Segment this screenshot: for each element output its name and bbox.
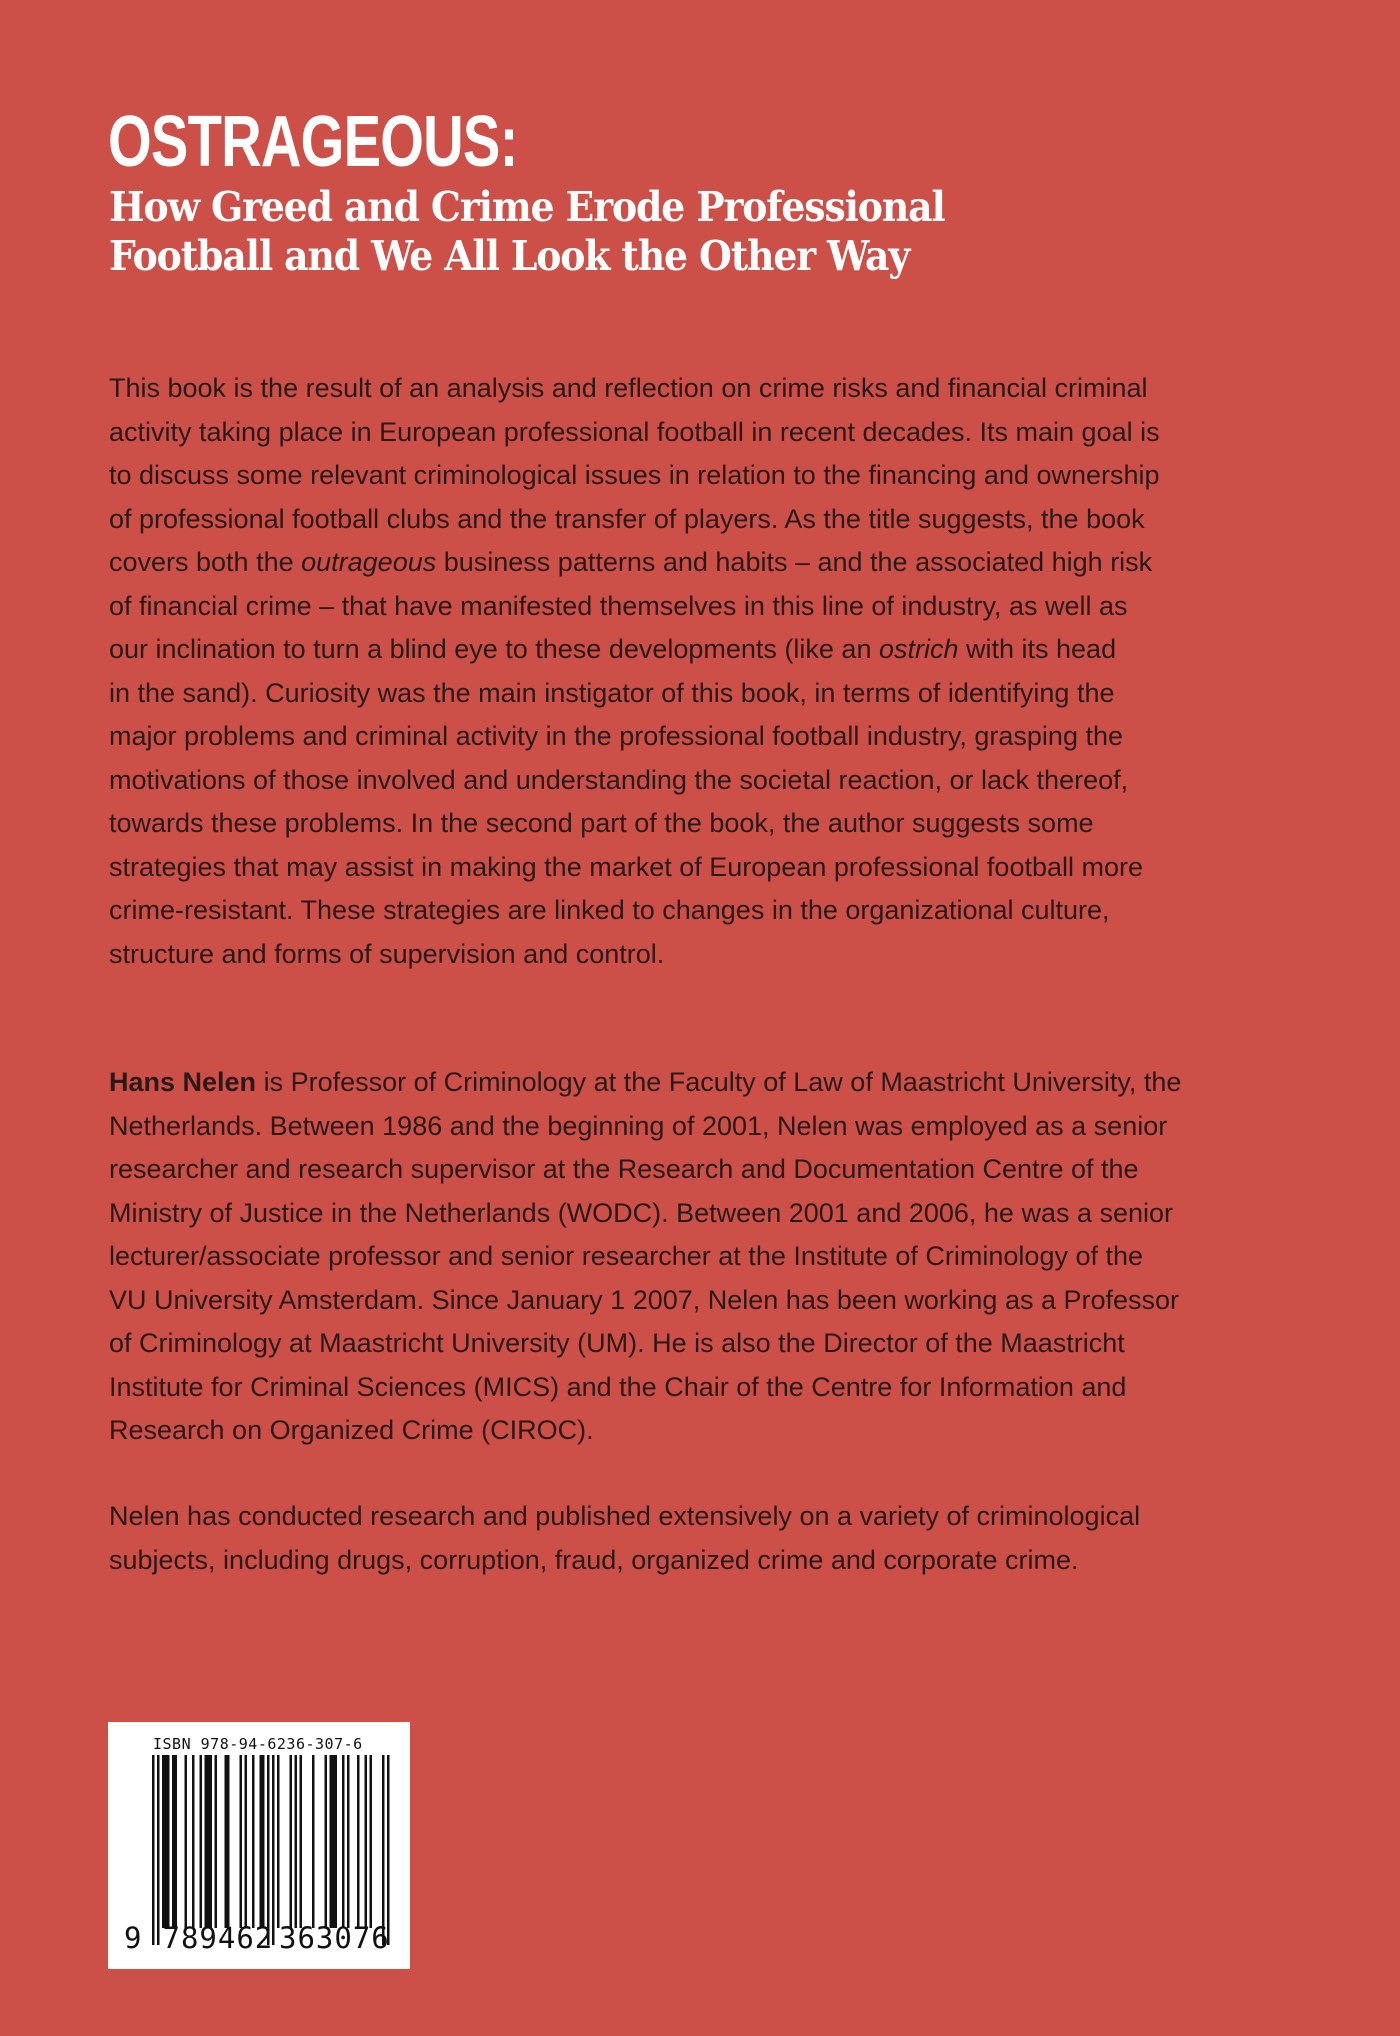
text-line: Hans Nelen is Professor of Criminology at the Faculty of Law of Maastricht University, the [109, 1067, 1182, 1097]
text-line: Netherlands. Between 1986 and the beginning of 2001, Nelen was employed as a senior [109, 1110, 1168, 1141]
text-line: in the sand). Curiosity was the main instigator of this book, in terms of identifying the [109, 677, 1115, 708]
text-line: subjects, including drugs, corruption, fraud, organized crime and corporate crime. [109, 1544, 1079, 1575]
text-line: crime-resistant. These strategies are linked to changes in the organizational culture, [109, 895, 1110, 925]
subtitle-line: Football and We All Look the Other Way [109, 232, 910, 280]
author-bio-paragraph [109, 1061, 1349, 1453]
isbn-barcode [108, 1722, 410, 1969]
text-line: covers both the outrageous business patterns and habits – and the associated high risk [109, 547, 1153, 577]
text-line: lecturer/associate professor and senior researcher at the Institute of Criminology of the [109, 1241, 1144, 1271]
svg-text:789462: 789462 [162, 1921, 274, 1955]
text-line: VU University Amsterdam. Since January 1 2007, Nelen has been working as a Professor [109, 1284, 1180, 1315]
svg-text:363076: 363076 [279, 1921, 390, 1955]
text-line: of professional football clubs and the transfer of players. As the title suggests, the book [109, 503, 1145, 534]
text-line: structure and forms of supervision and control. [109, 938, 665, 969]
text-line: researcher and research supervisor at the Research and Documentation Centre of the [109, 1154, 1139, 1184]
text-line: of Criminology at Maastricht University (UM). He is also the Director of the Maastricht [109, 1328, 1125, 1358]
subtitle-line: How Greed and Crime Erode Professional [109, 183, 945, 231]
text-line: of financial crime – that have manifested themselves in this line of industry, as well as [109, 590, 1128, 621]
text-line: Institute for Criminal Sciences (MICS) and the Chair of the Centre for Information and [109, 1371, 1127, 1402]
text-line: strategies that may assist in making the market of European professional football more [109, 851, 1144, 882]
text-line: Nelen has conducted research and published extensively on a variety of criminological [109, 1501, 1141, 1531]
isbn-label: ISBN 978-94-6236-307-6 [153, 1735, 363, 1753]
text-line: Research on Organized Crime (CIROC). [109, 1415, 594, 1445]
text-line: This book is the result of an analysis and reflection on crime risks and financial criminal [109, 373, 1148, 403]
text-line: to discuss some relevant criminological issues in relation to the financing and ownership [109, 460, 1160, 490]
book-subtitle [109, 183, 945, 281]
barcode-bars [108, 1722, 410, 1969]
author-research-paragraph [109, 1495, 1349, 1582]
svg-text:9: 9 [124, 1921, 143, 1955]
text-line: activity taking place in European professional football in recent decades. Its main goal is [109, 416, 1160, 447]
text-line: Ministry of Justice in the Netherlands (WODC). Between 2001 and 2006, he was a senior [109, 1197, 1174, 1228]
text-line: motivations of those involved and understanding the societal reaction, or lack thereof, [109, 764, 1129, 795]
book-title: OSTRAGEOUS: [108, 102, 518, 182]
text-line: our inclination to turn a blind eye to these developments (like an ostrich with its head [109, 634, 1117, 664]
text-line: towards these problems. In the second part of the book, the author suggests some [109, 808, 1094, 838]
text-line: major problems and criminal activity in the professional football industry, grasping the [109, 721, 1123, 751]
synopsis-paragraph [109, 367, 1349, 976]
